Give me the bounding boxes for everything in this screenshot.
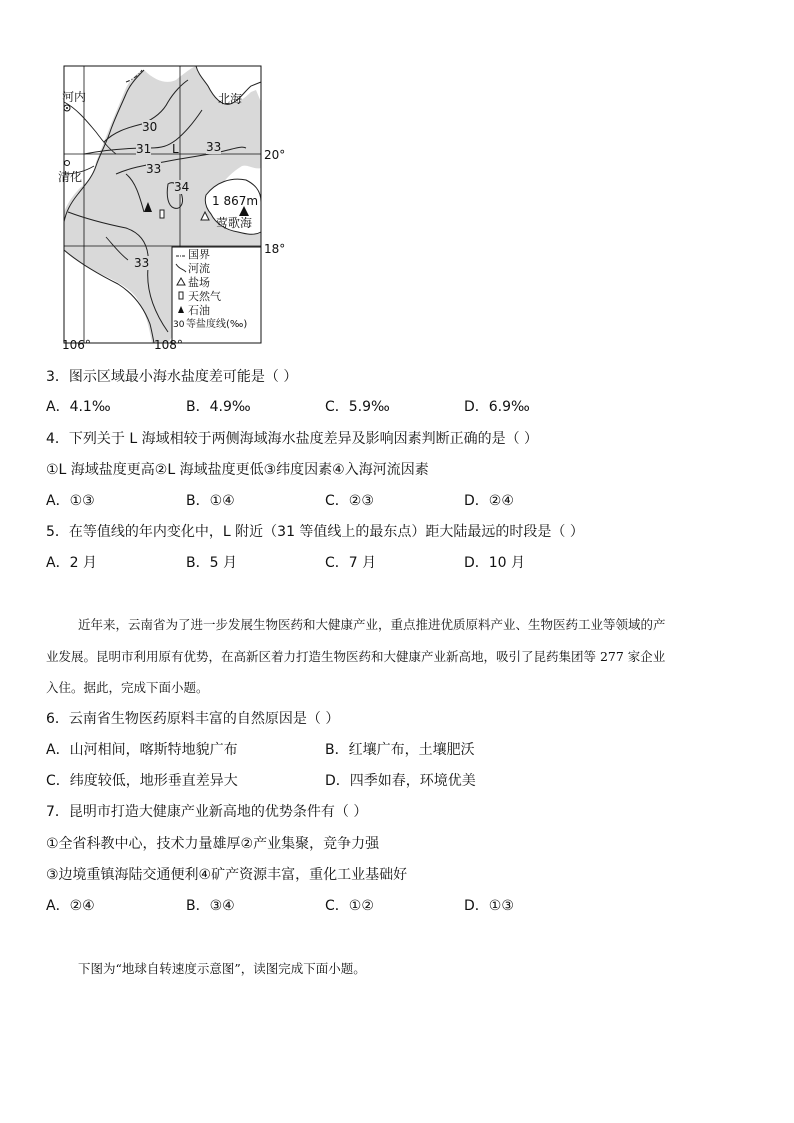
q5-option-b[interactable]: B．5 月: [186, 555, 237, 571]
legend-label-oil: 石油: [188, 304, 210, 317]
question-4: 4．下列关于 L 海域相较于两侧海域海水盐度差异及影响因素判断正确的是（ ）: [46, 431, 539, 447]
passage-line-3: 入住。据此，完成下面小题。: [46, 680, 209, 695]
q4-option-a[interactable]: A．①③: [46, 493, 95, 509]
q4-option-c[interactable]: C．②③: [325, 493, 374, 509]
question-7: 7．昆明市打造大健康产业新高地的优势条件有（ ）: [46, 804, 368, 820]
label-lon-106: 106°: [62, 338, 91, 352]
legend-label-gas: 天然气: [188, 290, 221, 303]
label-qinghua: 清化: [58, 170, 83, 184]
q6-option-c[interactable]: C．纬度较低，地形垂直差异大: [46, 773, 238, 789]
isoline-label-30: 30: [142, 120, 158, 134]
q4-option-d[interactable]: D．②④: [464, 493, 514, 509]
q7-statements-2: ③边境重镇海陆交通便利④矿产资源丰富，重化工业基础好: [46, 867, 408, 883]
salinity-map: [56, 62, 306, 362]
q4-option-b[interactable]: B．①④: [186, 493, 235, 509]
q7-option-d[interactable]: D．①③: [464, 898, 514, 914]
q6-option-a[interactable]: A．山河相间，喀斯特地貌广布: [46, 742, 238, 758]
legend-isoline-sample: 30: [173, 320, 185, 330]
question-3: 3．图示区域最小海水盐度差可能是（ ）: [46, 369, 298, 385]
label-yinggehai: 莺歌海: [216, 216, 253, 230]
label-elevation: 1 867m: [212, 194, 259, 208]
map-drawing: [56, 62, 306, 362]
isoline-label-33-south: 33: [134, 256, 150, 270]
q3-option-a[interactable]: A．4.1‰: [46, 399, 111, 415]
hanoi-marker-dot: [66, 107, 68, 109]
legend-label-river: 河流: [188, 262, 210, 275]
q5-option-c[interactable]: C．7 月: [325, 555, 377, 571]
q5-option-d[interactable]: D．10 月: [464, 555, 526, 571]
passage-line-1: 近年来，云南省为了进一步发展生物医药和大健康产业，重点推进优质原料产业、生物医药工业等领域的产: [78, 617, 666, 632]
legend-label-salt: 盐场: [188, 276, 210, 289]
q6-option-d[interactable]: D．四季如春，环境优美: [325, 773, 476, 789]
next-figure-intro: 下图为“地球自转速度示意图”，读图完成下面小题。: [78, 961, 366, 976]
qinghua-marker: [65, 161, 70, 166]
label-L: L: [172, 142, 179, 156]
q6-option-b[interactable]: B．红壤广布，土壤肥沃: [325, 742, 475, 758]
label-hanoi: 河内: [62, 90, 87, 104]
label-beihai: 北海: [218, 92, 243, 106]
q3-option-c[interactable]: C．5.9‰: [325, 399, 390, 415]
question-5: 5．在等值线的年内变化中，L 附近（31 等值线上的最东点）距大陆最远的时段是（ ）: [46, 524, 584, 540]
legend-gas-sample: [179, 292, 183, 299]
q7-option-a[interactable]: A．②④: [46, 898, 95, 914]
q5-option-a[interactable]: A．2 月: [46, 555, 97, 571]
label-lon-108: 108°: [154, 338, 183, 352]
q7-option-c[interactable]: C．①②: [325, 898, 374, 914]
legend-label-isoline: 等盐度线(‰): [186, 319, 248, 330]
q7-statements-1: ①全省科教中心，技术力量雄厚②产业集聚，竞争力强: [46, 836, 380, 852]
isoline-label-31: 31: [136, 142, 152, 156]
q3-option-b[interactable]: B．4.9‰: [186, 399, 251, 415]
question-6: 6．云南省生物医药原料丰富的自然原因是（ ）: [46, 711, 340, 727]
q3-option-d[interactable]: D．6.9‰: [464, 399, 530, 415]
isoline-label-34: 34: [174, 180, 190, 194]
gas-field-symbol: [160, 210, 164, 218]
q7-option-b[interactable]: B．③④: [186, 898, 235, 914]
label-lat-20: 20°: [264, 148, 286, 162]
river-1: [64, 102, 116, 154]
label-lat-18: 18°: [264, 242, 286, 256]
q4-statements: ①L 海域盐度更高②L 海域盐度更低③纬度因素④入海河流因素: [46, 462, 429, 478]
passage-line-2: 业发展。昆明市利用原有优势，在高新区着力打造生物医药和大健康产业新高地，吸引了昆药集团等 277 家企业: [46, 649, 666, 664]
isoline-label-33-north: 33: [206, 140, 222, 154]
legend-label-border: 国界: [188, 248, 210, 261]
isoline-label-33-mid: 33: [146, 162, 162, 176]
